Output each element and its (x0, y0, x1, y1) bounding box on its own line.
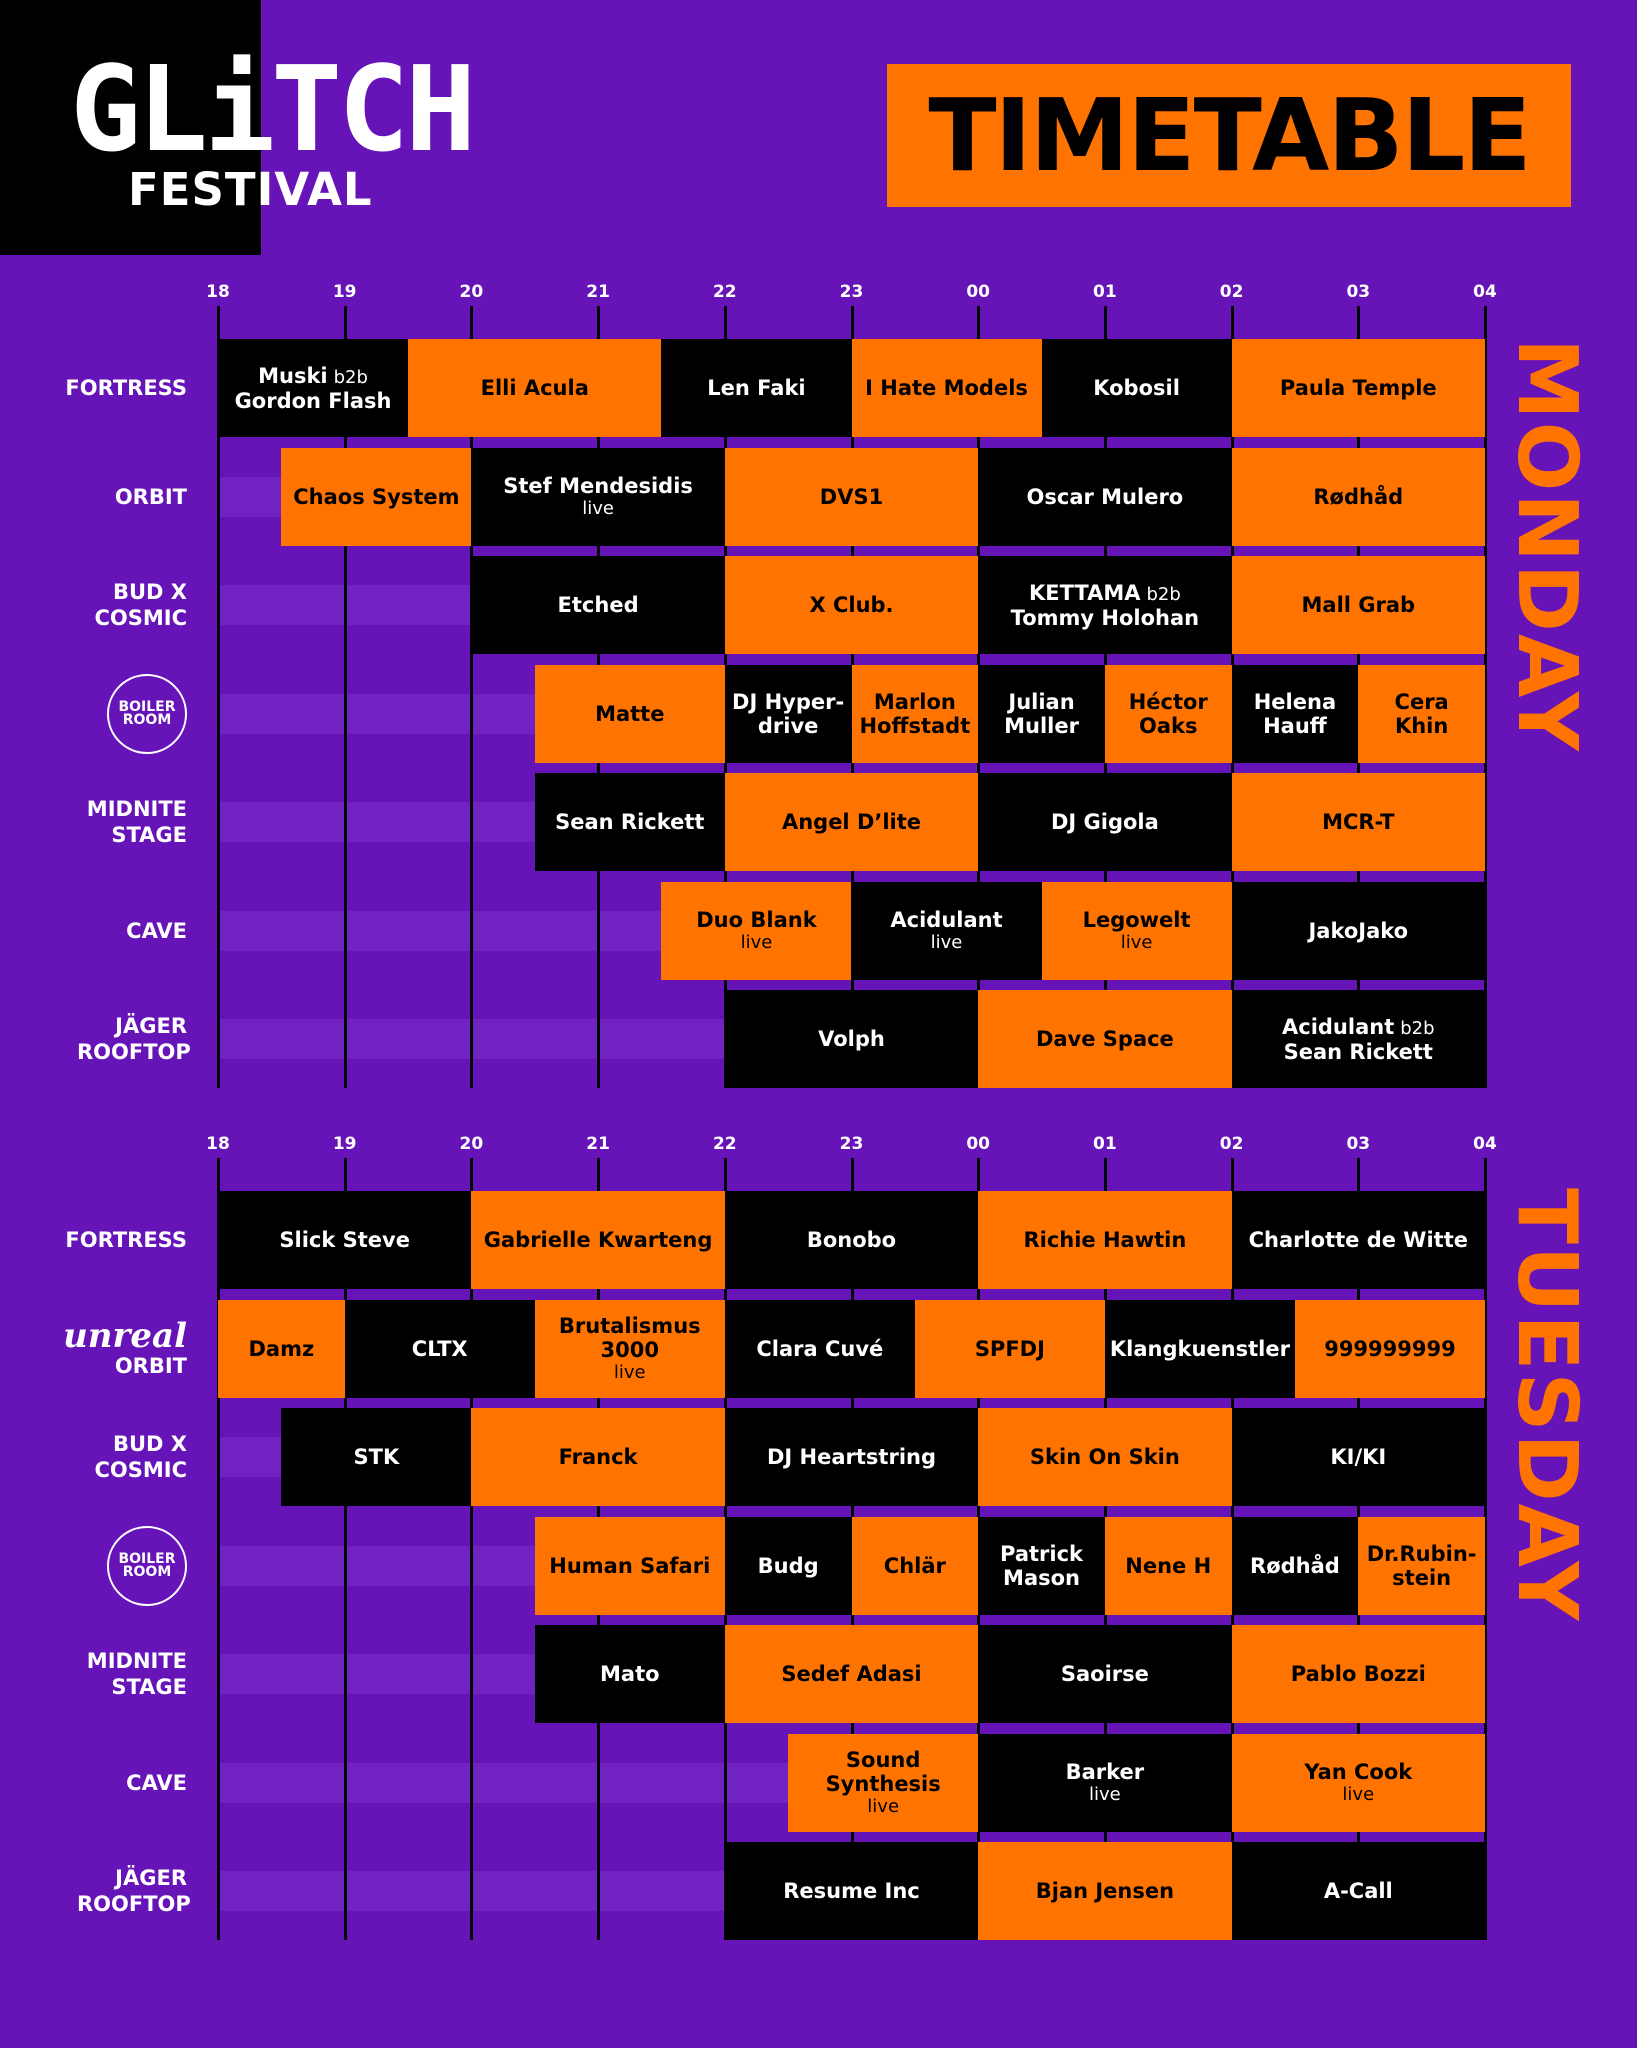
stage-name-text: FORTRESS (65, 1228, 187, 1252)
stage-name (77, 796, 187, 848)
set-block[interactable] (915, 1300, 1105, 1398)
stage-name-text: CAVE (126, 918, 187, 943)
set-block[interactable] (725, 773, 978, 871)
artist-name (846, 1748, 920, 1772)
stage-name (115, 484, 187, 510)
artist-name (1129, 690, 1208, 714)
artist-name-text: Cera (1394, 689, 1449, 714)
set-block[interactable] (978, 1517, 1105, 1615)
set-block[interactable] (978, 556, 1231, 654)
hour-label: 23 (839, 1134, 864, 1154)
artist-name-text: Angel D’lite (781, 810, 922, 834)
artist-name-text: STK (353, 1445, 400, 1469)
artist-name (818, 1027, 885, 1051)
hour-label: 00 (966, 282, 991, 302)
artist-name (820, 485, 883, 509)
artist-name (756, 1337, 883, 1361)
artist-name-text: Julian (1008, 689, 1075, 714)
artist-name (807, 1228, 896, 1252)
artist-name-text: MCR-T (1322, 810, 1395, 834)
artist-name-text: 999999999 (1324, 1336, 1456, 1361)
set-block[interactable] (1105, 1300, 1295, 1398)
artist-name-line2: Sean Rickett (1283, 1039, 1433, 1064)
artist-name (865, 376, 1028, 400)
artist-name (1291, 1662, 1426, 1686)
live-label: live (582, 497, 614, 519)
artist-name (1036, 1027, 1174, 1051)
set-block[interactable] (1105, 1517, 1232, 1615)
artist-name-line2: Mason (1003, 1565, 1080, 1590)
artist-name-text: Clara Cuvé (756, 1336, 884, 1361)
set-block[interactable] (978, 773, 1231, 871)
set-block[interactable] (725, 990, 978, 1088)
hour-label: 00 (966, 1134, 991, 1154)
artist-name-text: Franck (558, 1445, 638, 1469)
stage-label (40, 448, 187, 546)
set-block[interactable] (725, 1842, 978, 1940)
hour-label: 20 (459, 1134, 484, 1154)
artist-name-text: DJ Gigola (1050, 810, 1159, 834)
artist-name (293, 485, 459, 509)
artist-name (484, 1228, 713, 1252)
set-block[interactable] (281, 1408, 471, 1506)
set-block[interactable] (471, 448, 724, 546)
artist-name (1313, 485, 1403, 509)
artist-name (1036, 1879, 1174, 1903)
boiler-room-logo: BOILER ROOM (107, 674, 187, 754)
artist-name-text: DVS1 (819, 484, 884, 509)
stage-name (65, 375, 187, 401)
set-block[interactable] (978, 1625, 1231, 1723)
hour-label: 18 (206, 282, 230, 302)
artist-name (782, 810, 921, 834)
artist-name (1023, 1228, 1186, 1252)
set-block[interactable] (1232, 1625, 1485, 1723)
artist-name-text: Richie Hawtin (1023, 1228, 1187, 1252)
set-block[interactable] (661, 882, 851, 980)
artist-name-text: Bjan Jensen (1035, 1879, 1175, 1903)
page-title: TIMETABLE (928, 77, 1530, 194)
set-block[interactable] (978, 665, 1105, 763)
stage-label (40, 990, 191, 1088)
hour-label: 23 (839, 282, 864, 302)
artist-name-text: Mato (600, 1662, 660, 1686)
set-block[interactable] (725, 1408, 978, 1506)
artist-name-line2: Muller (1004, 713, 1079, 738)
hour-label: 02 (1219, 282, 1244, 302)
artist-name (1302, 593, 1416, 617)
set-block[interactable] (1232, 1842, 1485, 1940)
artist-name-text: Slick Steve (279, 1228, 410, 1252)
artist-name-text: Rødhåd (1250, 1553, 1340, 1578)
hour-label: 02 (1219, 1134, 1244, 1154)
artist-name (707, 376, 805, 400)
b2b-label: b2b (1146, 583, 1181, 605)
artist-name-text: Saoirse (1060, 1662, 1149, 1686)
set-block[interactable] (1042, 882, 1232, 980)
live-label: live (740, 931, 773, 953)
artist-name (696, 908, 816, 932)
set-block[interactable] (852, 339, 1042, 437)
artist-name (975, 1337, 1045, 1361)
set-block[interactable] (725, 1625, 978, 1723)
artist-name-text: Acidulant (1282, 1014, 1395, 1039)
artist-name-text: Kobosil (1093, 376, 1180, 400)
hour-label: 01 (1093, 282, 1117, 302)
stage-name-text: MIDNITE STAGE (86, 1649, 187, 1699)
artist-name-text: Barker (1065, 1759, 1145, 1784)
artist-name (1254, 690, 1336, 714)
artist-name-text: Dr.Rubin- (1366, 1541, 1477, 1566)
stage-name (126, 1770, 187, 1796)
stage-label (40, 1191, 187, 1289)
set-block[interactable] (535, 665, 725, 763)
hour-label: 22 (712, 1134, 737, 1154)
set-block[interactable] (1232, 882, 1485, 980)
artist-name-text: Héctor (1128, 689, 1208, 714)
live-label: live (1089, 1783, 1121, 1805)
stage-label (40, 773, 187, 871)
artist-name-text: Nene H (1125, 1553, 1212, 1578)
artist-name-text: Skin On Skin (1029, 1445, 1180, 1469)
artist-name (1061, 1662, 1149, 1686)
artist-name-line2: Tommy Holohan (1010, 605, 1200, 630)
artist-name-text: I Hate Models (865, 376, 1028, 400)
artist-name-text: Dave Space (1035, 1027, 1174, 1051)
artist-name (874, 690, 956, 714)
set-block[interactable] (535, 1625, 725, 1723)
artist-name (595, 702, 664, 726)
artist-name (1250, 1554, 1340, 1578)
hour-label: 19 (332, 282, 357, 302)
artist-name-line2: Synthesis (825, 1771, 941, 1796)
set-block[interactable] (978, 1191, 1231, 1289)
hour-label: 18 (206, 1134, 230, 1154)
stage-label (40, 1734, 187, 1832)
artist-name-line2: Hauff (1263, 713, 1327, 738)
artist-name (248, 1337, 314, 1361)
artist-name (481, 376, 589, 400)
set-block[interactable] (1295, 1300, 1485, 1398)
live-label: live (1342, 1783, 1375, 1805)
set-block[interactable] (471, 556, 724, 654)
artist-name-text: X Club. (809, 593, 894, 617)
set-block[interactable] (978, 448, 1231, 546)
stage-label (40, 1842, 191, 1940)
set-block[interactable] (1232, 448, 1485, 546)
artist-name (767, 1445, 936, 1469)
stage-name-text: BUD X COSMIC (94, 1432, 187, 1482)
stage-label (40, 1517, 187, 1615)
artist-name-text: Etched (557, 593, 639, 617)
artist-name (412, 1337, 468, 1361)
artist-name-text: Damz (248, 1336, 315, 1361)
day-label: TUESDAY (1499, 1188, 1594, 1623)
artist-name-text: Duo Blank (696, 907, 817, 932)
stage-name-text: CAVE (126, 1770, 187, 1795)
hour-label: 21 (586, 1134, 610, 1154)
artist-name (1304, 1760, 1412, 1784)
set-block[interactable] (408, 339, 661, 437)
set-block[interactable] (535, 1517, 725, 1615)
stage-name (77, 1648, 187, 1700)
set-block[interactable] (1232, 1408, 1485, 1506)
live-label: live (930, 931, 963, 953)
live-label: live (867, 1795, 900, 1817)
set-block[interactable] (852, 1517, 979, 1615)
artist-name (1066, 1760, 1145, 1784)
artist-name-text: JakoJako (1308, 918, 1409, 943)
stage-label (40, 665, 187, 763)
artist-name-text: A-Call (1323, 1879, 1393, 1903)
artist-name (559, 1314, 701, 1338)
artist-name (600, 1662, 660, 1686)
boiler-room-logo: BOILER ROOM (107, 1526, 187, 1606)
artist-name-text: Patrick (1000, 1541, 1084, 1566)
stage-name (77, 579, 187, 631)
unreal-logo: unreal (63, 1315, 187, 1356)
set-block[interactable] (1232, 1517, 1359, 1615)
set-block[interactable] (661, 339, 851, 437)
stage-name (77, 1431, 187, 1483)
artist-name (555, 810, 704, 834)
timetable-title-box (887, 64, 1571, 207)
set-block[interactable] (1232, 339, 1485, 437)
artist-name (732, 690, 844, 714)
artist-name-text: KI/KI (1330, 1445, 1387, 1469)
set-block[interactable] (1232, 665, 1359, 763)
b2b-label: b2b (1400, 1017, 1435, 1039)
artist-name (1083, 908, 1191, 932)
artist-name (758, 1554, 819, 1578)
set-block[interactable] (725, 1300, 915, 1398)
artist-name-text: Mall Grab (1301, 593, 1416, 617)
set-block[interactable] (471, 1191, 724, 1289)
artist-name-text: Charlotte de Witte (1248, 1228, 1468, 1252)
set-block[interactable] (218, 339, 408, 437)
artist-name-text: Stef Mendesidis (503, 473, 693, 498)
artist-name (1324, 1879, 1393, 1903)
hour-label: 21 (586, 282, 610, 302)
artist-name-text: Matte (595, 701, 665, 726)
set-block[interactable] (218, 1300, 345, 1398)
set-block[interactable] (725, 665, 852, 763)
set-block[interactable] (345, 1300, 535, 1398)
artist-name (783, 1879, 920, 1903)
artist-name (258, 364, 368, 389)
set-block[interactable] (471, 1408, 724, 1506)
artist-name-text: Sound (845, 1747, 921, 1772)
artist-name (1324, 1337, 1456, 1361)
artist-name (1030, 1445, 1180, 1469)
artist-name (1308, 919, 1408, 943)
set-block[interactable] (725, 1191, 978, 1289)
artist-name-line2: Gordon Flash (234, 388, 392, 413)
artist-name-text: Oscar Mulero (1026, 484, 1184, 509)
artist-name-text: Helena (1253, 689, 1337, 714)
set-block[interactable] (218, 1191, 471, 1289)
artist-name-text: Bonobo (806, 1228, 897, 1252)
artist-name (354, 1445, 400, 1469)
artist-name-text: Sedef Adasi (781, 1662, 922, 1686)
artist-name (809, 593, 893, 617)
artist-name-text: CLTX (411, 1336, 468, 1361)
artist-name-text: Brutalismus (558, 1313, 701, 1338)
artist-name-text: Gabrielle Kwarteng (483, 1228, 713, 1252)
artist-name-line2: stein (1392, 1565, 1452, 1590)
artist-name (1280, 376, 1437, 400)
artist-name-text: Legowelt (1082, 907, 1191, 932)
artist-name (1110, 1337, 1290, 1361)
logo-glitch-wordmark: GLiTCH (70, 40, 473, 178)
stage-name-text: MIDNITE STAGE (86, 797, 187, 847)
artist-name-text: Acidulant (890, 907, 1003, 932)
set-block[interactable] (725, 556, 978, 654)
live-label: live (1120, 931, 1153, 953)
set-block[interactable] (788, 1734, 978, 1832)
artist-name-line2: 3000 (600, 1337, 659, 1362)
logo-festival-wordmark: FESTIVAL (128, 163, 373, 216)
artist-name-text: SPFDJ (974, 1336, 1045, 1361)
hour-label: 22 (712, 282, 737, 302)
artist-name-text: DJ Hyper- (732, 689, 845, 714)
artist-name-text: Budg (757, 1553, 819, 1578)
stage-name-text: JÄGER ROOFTOP (77, 1014, 191, 1064)
artist-name-text: Sean Rickett (555, 810, 705, 834)
day-label: MONDAY (1499, 338, 1594, 753)
stage-name-text: BUD X COSMIC (94, 580, 187, 630)
festival-logo (0, 0, 473, 255)
artist-name (1322, 810, 1394, 834)
artist-name (890, 908, 1002, 932)
set-block[interactable] (535, 773, 725, 871)
stage-name (65, 1227, 187, 1253)
artist-name (559, 1445, 638, 1469)
artist-name (1125, 1554, 1211, 1578)
artist-name-text: Yan Cook (1304, 1759, 1413, 1784)
artist-name (1330, 1445, 1386, 1469)
artist-name (1249, 1228, 1468, 1252)
hour-label: 03 (1346, 282, 1371, 302)
set-block[interactable] (281, 448, 471, 546)
artist-name (503, 474, 693, 498)
set-block[interactable] (978, 1408, 1231, 1506)
artist-name-line2: Khin (1394, 713, 1449, 738)
set-block[interactable] (535, 1300, 725, 1398)
artist-name-text: Chaos System (293, 484, 460, 509)
artist-name-text: Len Faki (707, 376, 806, 400)
artist-name-line2: Oaks (1138, 713, 1198, 738)
hour-label: 20 (459, 282, 484, 302)
artist-name-text: Muski (258, 363, 328, 388)
artist-name-text: DJ Heartstring (766, 1445, 936, 1469)
set-block[interactable] (1358, 665, 1485, 763)
artist-name (1282, 1015, 1435, 1040)
set-block[interactable] (1232, 990, 1485, 1088)
artist-name (1395, 690, 1449, 714)
artist-name (1008, 690, 1074, 714)
artist-name-text: Resume Inc (783, 1879, 920, 1903)
b2b-label: b2b (333, 366, 368, 388)
artist-name-text: Marlon (873, 689, 956, 714)
stage-name-text: ORBIT (114, 484, 187, 509)
hour-label: 19 (332, 1134, 357, 1154)
artist-name-text: Elli Acula (480, 376, 589, 400)
set-block[interactable] (1232, 1191, 1485, 1289)
set-block[interactable] (978, 990, 1231, 1088)
artist-name-text: KETTAMA (1028, 580, 1141, 605)
artist-name-text: Paula Temple (1279, 376, 1437, 400)
artist-name (1027, 485, 1184, 509)
set-block[interactable] (1358, 1517, 1485, 1615)
stage-name (77, 1013, 191, 1065)
artist-name-text: Human Safari (549, 1553, 711, 1578)
artist-name-text: Volph (818, 1027, 885, 1051)
artist-name (884, 1554, 946, 1578)
artist-name-text: Chlär (883, 1553, 946, 1578)
artist-name (1367, 1542, 1477, 1566)
stage-label (40, 1300, 187, 1398)
set-block[interactable] (725, 448, 978, 546)
set-block[interactable] (978, 1842, 1231, 1940)
set-block[interactable] (852, 665, 979, 763)
set-block[interactable] (1042, 339, 1232, 437)
stage-label (40, 556, 187, 654)
artist-name-line2: Hoffstadt (859, 713, 971, 738)
artist-name (279, 1228, 410, 1252)
stage-label (40, 882, 187, 980)
artist-name-text: Klangkuenstler (1109, 1336, 1290, 1361)
hour-label: 04 (1473, 1134, 1497, 1154)
set-block[interactable] (1232, 556, 1485, 654)
artist-name (549, 1554, 710, 1578)
set-block[interactable] (1105, 665, 1232, 763)
artist-name (1093, 376, 1180, 400)
artist-name (1029, 581, 1181, 606)
artist-name (558, 593, 639, 617)
stage-label (40, 1625, 187, 1723)
set-block[interactable] (852, 882, 1042, 980)
stage-name (63, 1315, 187, 1379)
stage-name-text: FORTRESS (65, 376, 187, 400)
artist-name (1051, 810, 1159, 834)
hour-label: 01 (1093, 1134, 1117, 1154)
artist-name (781, 1662, 921, 1686)
set-block[interactable] (1232, 1734, 1485, 1832)
stage-name-text: ORBIT (114, 1353, 187, 1378)
set-block[interactable] (1232, 773, 1485, 871)
artist-name-text: Rødhåd (1313, 484, 1404, 509)
set-block[interactable] (725, 1517, 852, 1615)
hour-label: 04 (1473, 282, 1497, 302)
stage-name (77, 1865, 191, 1917)
live-label: live (613, 1361, 646, 1383)
artist-name (1000, 1542, 1083, 1566)
stage-label (40, 339, 187, 437)
set-block[interactable] (978, 1734, 1231, 1832)
stage-label (40, 1408, 187, 1506)
stage-name-text: JÄGER ROOFTOP (77, 1866, 191, 1916)
artist-name-line2: drive (757, 713, 819, 738)
hour-label: 03 (1346, 1134, 1371, 1154)
stage-name (126, 918, 187, 944)
artist-name-text: Pablo Bozzi (1290, 1662, 1426, 1686)
